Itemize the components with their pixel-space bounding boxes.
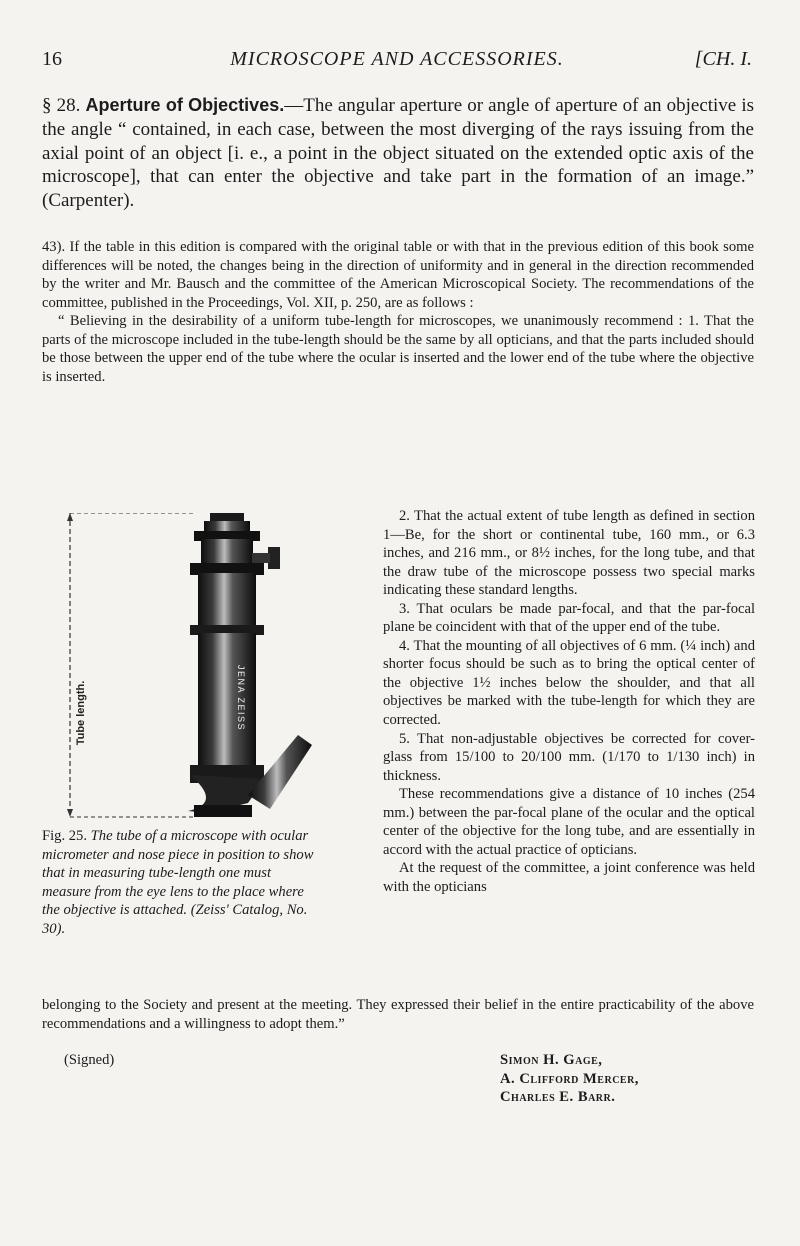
figure-caption [42,827,317,938]
section-body: —The angular aperture or angle of aperture of an objective is the angle “ contained, in each case, between the most diverging of the rays issuing from the axial point of an object [i. e., a point in the object situated on the extended optic axis of the microscope], that can enter the objective and take part in the formation of an image.” (Carpenter). [42,95,755,212]
running-title: MICROSCOPE AND ACCESSORIES. [230,48,564,70]
recommendations-column [383,507,755,896]
section-number: § 28. [42,95,81,116]
closing-text: belonging to the Society and present at the meeting. They expressed their belief in the entire practicability of the above recommendations and a willingness to adopt them.” [42,997,754,1032]
recommendation-1: “ Believing in the desirability of a uniform tube-length for microscopes, we unanimously recommend : 1. That the parts of the microscope included in the tube-length should be the same by all opticians, and that the parts included should be those between the upper end of the tube where the ocular is inserted and the lower end of the tube where the objective is inserted. [42,313,754,385]
figure-caption-text: The tube of a microscope with ocular micrometer and nose piece in position to show that in measuring tube-length one must measure from the eye lens to the place where the objective is attached. (Zeiss' Catalog, No. 30). [42,828,314,937]
signatory-name: Charles E. Barr. [500,1089,616,1106]
committee-request: At the request of the committee, a joint conference was held with the opticians [383,860,755,895]
note-43 [42,238,754,386]
tube-length-label: Tube length. [75,680,87,746]
page-number: 16 [42,48,62,70]
signatory-name: A. Clifford Mercer, [500,1070,639,1087]
recommendation-3: 3. That oculars be made par-focal, and that the par-focal plane be coincident with that of the upper end of the tube. [383,600,755,636]
section-28-paragraph [42,94,754,213]
tube-marking: JENA ZEISS [236,664,246,732]
signatory-name: Simon H. Gage, [500,1052,603,1068]
recommendation-2: 2. That the actual extent of tube length as defined in section 1—Be, for the short or continental tube, 160 mm., or 6.3 inches, and 216 mm., or 8½ inches, for the long tube, and that the draw tube of the microscope possess two special marks indicating these standard lengths. [383,508,755,599]
recommendation-4: 4. That the mounting of all objectives of 6 mm. (¼ inch) and shorter focus should be such as to bring the optical center of the objective 1½ inches below the shoulder, and that all objectives be marked with the tube-length for which they are corrected. [383,637,755,729]
running-header [42,48,752,76]
signatory-names [500,1051,639,1107]
recommendation-5: 5. That non-adjustable objectives be corrected for cover-glass from 15/100 to 20/100 mm. (1/170 to 1/130 inch) in thickness. [383,730,755,784]
microscope-tube-drawing [188,513,312,817]
figure-number: Fig. 25. [42,828,88,844]
recommendations-conclusion: These recommendations give a distance of 10 inches (254 mm.) between the par-focal plane of the ocular and the optical center of the objective for the long tube, and are essentially in accord with the actual practice of opticians. [383,786,755,858]
section-heading: Aperture of Objectives. [85,95,285,115]
closing-paragraph [42,996,754,1033]
signed-label: (Signed) [64,1052,115,1068]
microscope-tube-figure [58,513,373,823]
chapter-label: [CH. I. [694,48,752,70]
tube-length-dimension [67,513,196,817]
note-43-intro: 43). If the table in this edition is compared with the original table or with that in the previous edition of this book some differences will be noted, the changes being in the direction of uniformity and in general in the direction recommended by the writer and Mr. Bausch and the committee of the American Microscopical Society. The recommendations of the committee, published in the Proceedings, Vol. XII, p. 250, are as follows : [42,239,754,311]
